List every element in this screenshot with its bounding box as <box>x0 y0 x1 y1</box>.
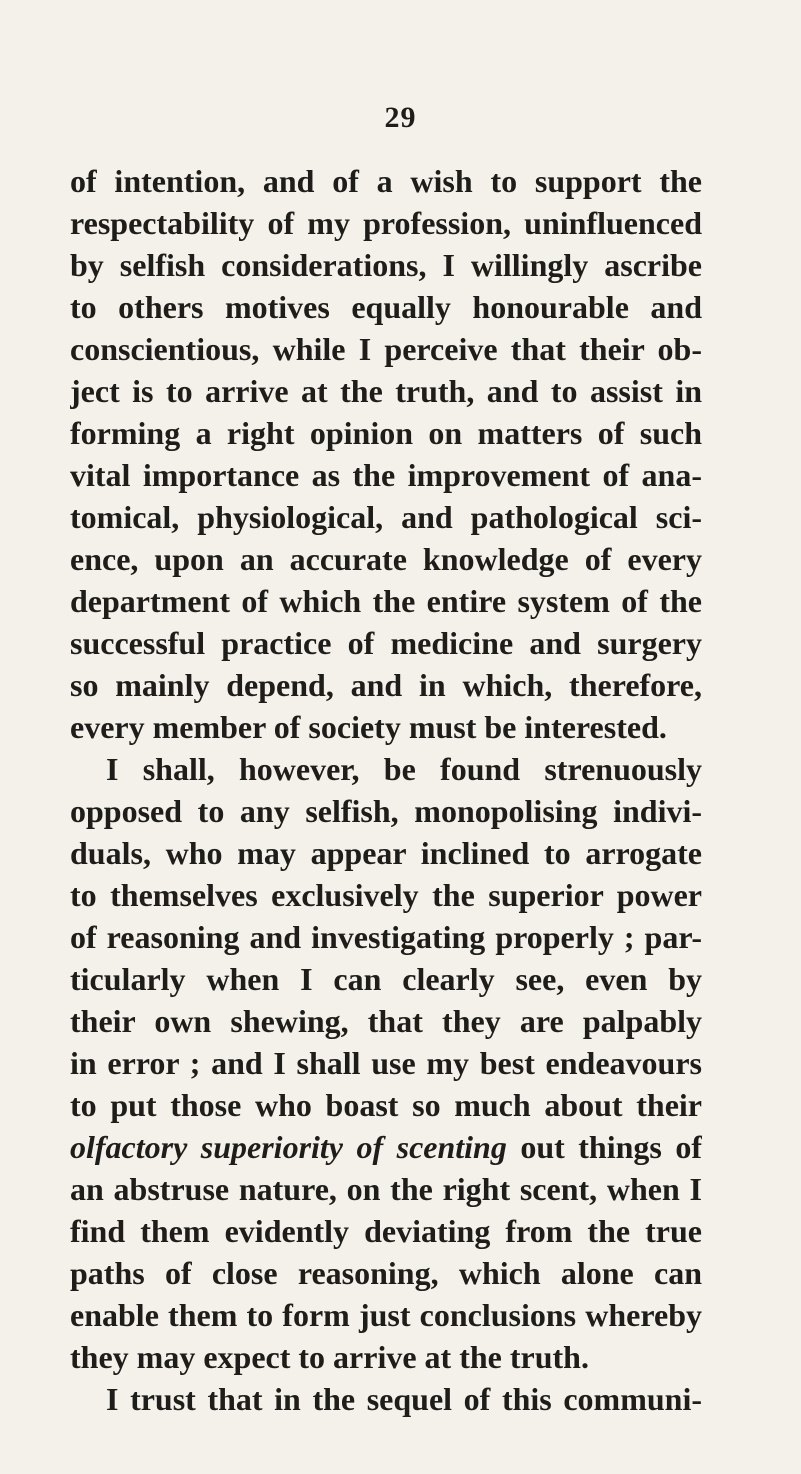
text-line: so mainly depend, and in which, therefore, <box>70 667 702 703</box>
text-line: by selfish considerations, I willingly ascribe <box>70 247 702 283</box>
paragraph-start-line: I trust that in the sequel of this communi- <box>106 1381 702 1417</box>
text-line: ticularly when I can clearly see, even by <box>70 961 702 997</box>
text-line: ject is to arrive at the truth, and to assist in <box>70 373 702 409</box>
text-line: conscientious, while I perceive that their ob- <box>70 331 702 367</box>
paragraph-start-line: I shall, however, be found strenuously <box>106 751 702 787</box>
text-line: paths of close reasoning, which alone can <box>70 1255 702 1291</box>
text-line: successful practice of medicine and surgery <box>70 625 702 661</box>
italic-phrase: olfactory superiority of scenting <box>70 1129 507 1165</box>
paragraph-end-line: they may expect to arrive at the truth. <box>70 1339 589 1375</box>
text-line: enable them to form just conclusions whereby <box>70 1297 702 1333</box>
paragraph-end-line: every member of society must be interested. <box>70 709 667 745</box>
text-line: to put those who boast so much about their <box>70 1087 702 1123</box>
text-line-italic <box>70 1126 702 1168</box>
text-line: duals, who may appear inclined to arrogate <box>70 835 702 871</box>
text-line: find them evidently deviating from the true <box>70 1213 702 1249</box>
text-line: to others motives equally honourable and <box>70 289 702 325</box>
text-line: in error ; and I shall use my best endeavours <box>70 1045 702 1081</box>
page-number: 29 <box>384 101 417 134</box>
body-text <box>70 160 702 1420</box>
text-line: ence, upon an accurate knowledge of every <box>70 541 702 577</box>
line-rest: out things of <box>506 1129 702 1165</box>
text-line: their own shewing, that they are palpably <box>70 1003 702 1039</box>
text-line: to themselves exclusively the superior power <box>70 877 702 913</box>
text-line: vital importance as the improvement of ana- <box>70 457 702 493</box>
text-line: tomical, physiological, and pathological sci- <box>70 499 702 535</box>
text-line: forming a right opinion on matters of such <box>70 415 702 451</box>
text-line: of intention, and of a wish to support the <box>70 163 702 199</box>
text-line: department of which the entire system of the <box>70 583 702 619</box>
text-line: an abstruse nature, on the right scent, when I <box>70 1171 702 1207</box>
text-line: of reasoning and investigating properly ; par- <box>70 919 702 955</box>
text-line: opposed to any selfish, monopolising indivi- <box>70 793 702 829</box>
text-line: respectability of my profession, uninfluenced <box>70 205 702 241</box>
